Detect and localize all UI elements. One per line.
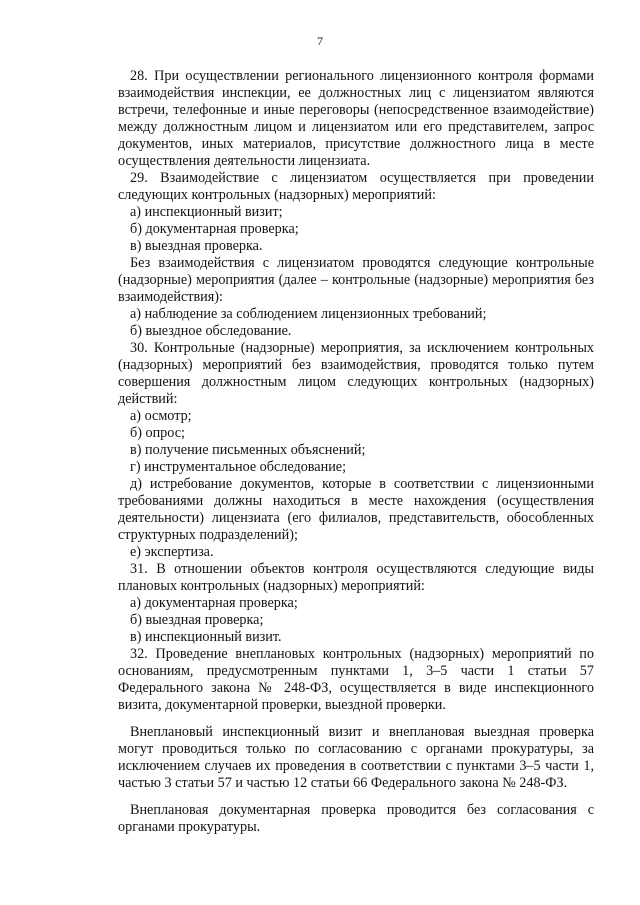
list-item-31c: в) инспекционный визит. (130, 629, 282, 645)
list-item-29-nb-a: а) наблюдение за соблюдением лицензионных требований; (130, 306, 487, 322)
list-item-29a: а) инспекционный визит; (130, 204, 283, 220)
list-item-30b: б) опрос; (130, 425, 185, 441)
paragraph-spacer (118, 714, 594, 724)
paragraph-32-documentary: Внеплановая документарная проверка проводится без согласования с органами прокуратуры. (118, 802, 594, 835)
list-item-30f: е) экспертиза. (130, 544, 214, 560)
paragraph-30: 30. Контрольные (надзорные) мероприятия, за исключением контрольных (надзорных) мероприятий без взаимодействия, проводятся только путем совершения должностным лицом следующих контрольных (надзорных) действий: (118, 340, 594, 407)
paragraph-29: 29. Взаимодействие с лицензиатом осуществляется при проведении следующих контрольных (надзорных) мероприятий: (118, 170, 594, 203)
list-item-29b: б) документарная проверка; (130, 221, 299, 237)
paragraph-32: 32. Проведение внеплановых контрольных (надзорных) мероприятий по основаниям, предусмотренным пунктами 1, 3–5 части 1 статьи 57 Федерального закона № 248-ФЗ, осуществляется в виде инспекционного визита, документарной проверки, выездной проверки. (118, 646, 594, 713)
list-item-29c: в) выездная проверка. (130, 238, 263, 254)
list-item-30a: а) осмотр; (130, 408, 192, 424)
list-item-30c: в) получение письменных объяснений; (130, 442, 366, 458)
page-number: 7 (317, 34, 323, 48)
list-item-31a: а) документарная проверка; (130, 595, 298, 611)
list-item-30d: г) инструментальное обследование; (130, 459, 347, 475)
document-body (118, 68, 594, 836)
paragraph-32-agreement: Внеплановый инспекционный визит и внеплановая выездная проверка могут проводиться только по согласованию с органами прокуратуры, за исключением случаев их проведения в соответствии с пунктами 3–5 части 1, частью 3 статьи 57 и частью 12 статьи 66 Федерального закона № 248-ФЗ. (118, 724, 594, 791)
list-item-31b: б) выездная проверка; (130, 612, 264, 628)
list-item-29-nb-b: б) выездное обследование. (130, 323, 292, 339)
paragraph-spacer (118, 792, 594, 802)
paragraph-31: 31. В отношении объектов контроля осуществляются следующие виды плановых контрольных (надзорных) мероприятий: (118, 561, 594, 594)
paragraph-28: 28. При осуществлении регионального лицензионного контроля формами взаимодействия инспекции, ее должностных лиц с лицензиатом являются встречи, телефонные и иные переговоры (непосредственное взаимодействие) между должностным лицом и лицензиатом или его представителем, запрос документов, иных материалов, присутствие должностного лица в месте осуществления деятельности лицензиата. (118, 68, 594, 169)
list-item-30e: д) истребование документов, которые в соответствии с лицензионными требованиями должны находиться в месте нахождения (осуществления деятельности) лицензиата (его филиалов, представительств, обособленных структурных подразделений); (118, 476, 594, 543)
paragraph-29-without-interaction: Без взаимодействия с лицензиатом проводятся следующие контрольные (надзорные) мероприятия (далее – контрольные (надзорные) мероприятия без взаимодействия): (118, 255, 594, 305)
